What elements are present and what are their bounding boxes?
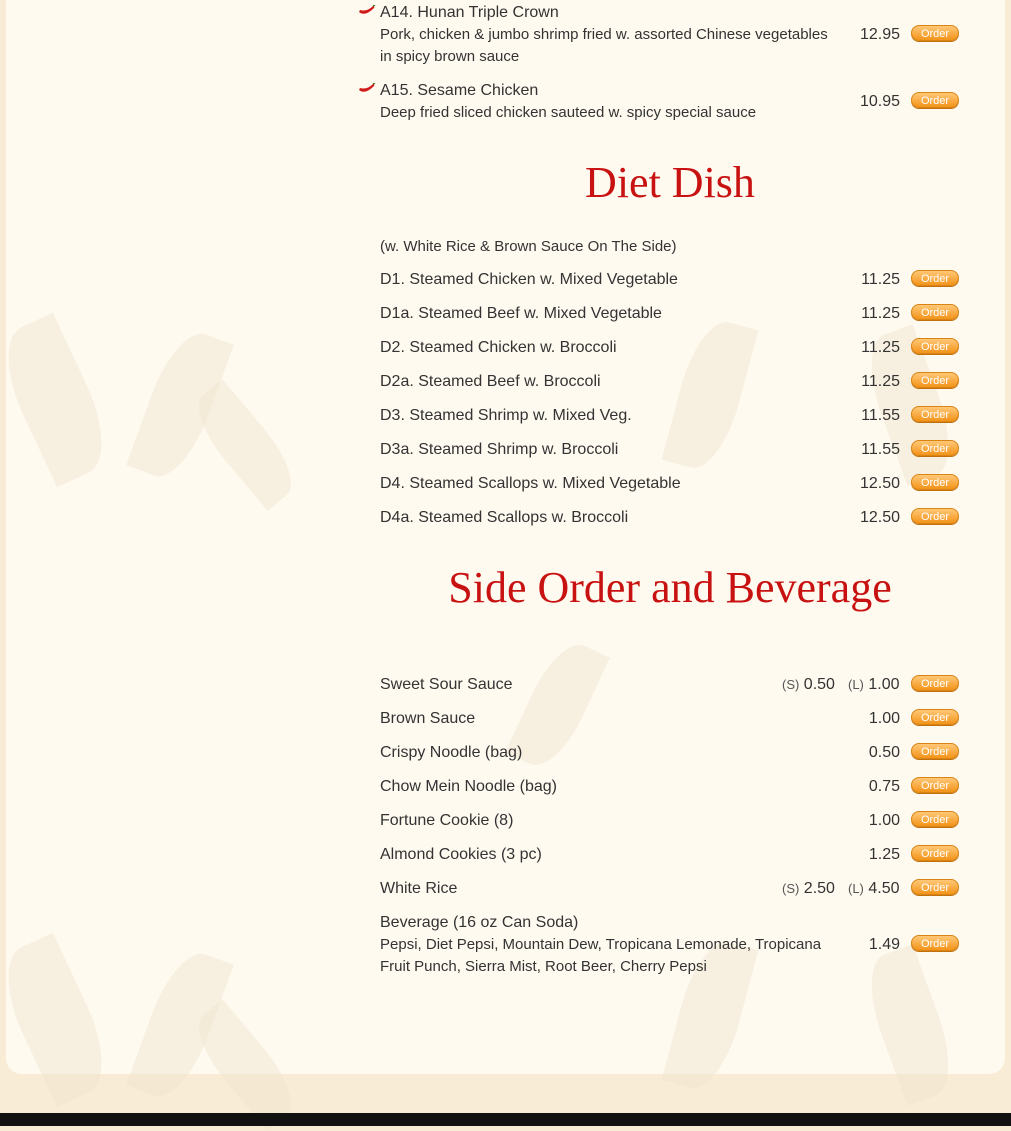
menu-item-name: D4. Steamed Scallops w. Mixed Vegetable: [380, 475, 681, 492]
menu-item-price: 1.00: [868, 812, 900, 829]
size-price: 1.00: [868, 676, 900, 693]
menu-item-name: D1. Steamed Chicken w. Mixed Vegetable: [380, 271, 678, 288]
order-button[interactable]: Order: [911, 406, 959, 422]
order-button[interactable]: Order: [911, 474, 959, 490]
order-button[interactable]: Order: [911, 92, 959, 108]
menu-item-description: Pepsi, Diet Pepsi, Mountain Dew, Tropicana Lemonade, Tropicana Fruit Punch, Sierra Mist, Root Beer, Cherry Pepsi: [380, 936, 822, 975]
size-price: 0.50: [803, 676, 835, 693]
menu-item-name: A15. Sesame Chicken: [380, 82, 539, 99]
menu-item-price: 11.25: [861, 271, 900, 288]
menu-item-name: Beverage (16 oz Can Soda): [380, 914, 579, 931]
menu-item-price: 1.00: [868, 710, 900, 727]
menu-item-price: 11.25: [861, 339, 900, 356]
menu-item-name: Chow Mein Noodle (bag): [380, 778, 557, 795]
menu-item-price: 10.95: [859, 93, 900, 110]
size-price-small: [782, 880, 835, 898]
menu-item-name: White Rice: [380, 880, 458, 897]
order-button[interactable]: Order: [911, 372, 959, 388]
menu-item-price: 12.95: [859, 26, 900, 43]
menu-item-name: Brown Sauce: [380, 710, 476, 727]
menu-item-price: 0.75: [868, 778, 900, 795]
menu-item-description: Deep fried sliced chicken sauteed w. spicy special sauce: [380, 104, 757, 121]
menu-item-price: 12.50: [859, 509, 900, 526]
menu-item-name: Almond Cookies (3 pc): [380, 846, 542, 863]
order-button[interactable]: Order: [911, 811, 959, 827]
menu-item-price: 11.25: [861, 305, 900, 322]
menu-item-description: Pork, chicken & jumbo shrimp fried w. assorted Chinese vegetables in spicy brown sauce: [380, 26, 828, 65]
menu-item-price: 1.49: [868, 936, 900, 953]
order-button[interactable]: Order: [911, 935, 959, 951]
size-price: 2.50: [803, 880, 835, 897]
menu-item-name: Crispy Noodle (bag): [380, 744, 523, 761]
menu-item-name: D4a. Steamed Scallops w. Broccoli: [380, 509, 629, 526]
menu-item-price: 0.50: [868, 744, 900, 761]
menu-item-name: D3. Steamed Shrimp w. Mixed Veg.: [380, 407, 632, 424]
order-button[interactable]: Order: [911, 709, 959, 725]
menu-item-price: 11.55: [861, 441, 900, 458]
menu-item-name: D1a. Steamed Beef w. Mixed Vegetable: [380, 305, 662, 322]
order-button[interactable]: Order: [911, 675, 959, 691]
size-price-large: [848, 676, 899, 694]
order-button[interactable]: Order: [911, 743, 959, 759]
menu-item-price: 11.55: [861, 407, 900, 424]
menu-item-name: A14. Hunan Triple Crown: [380, 4, 559, 21]
order-button[interactable]: Order: [911, 508, 959, 524]
order-button[interactable]: Order: [911, 879, 959, 895]
menu-item-name: D2. Steamed Chicken w. Broccoli: [380, 339, 617, 356]
order-button[interactable]: Order: [911, 338, 959, 354]
section-title-side-order: Side Order and Beverage: [448, 563, 892, 612]
order-button[interactable]: Order: [911, 304, 959, 320]
menu-item-name: D3a. Steamed Shrimp w. Broccoli: [380, 441, 619, 458]
size-tag: (L): [848, 677, 864, 692]
order-button[interactable]: Order: [911, 25, 959, 41]
size-tag: (S): [782, 881, 800, 896]
order-button[interactable]: Order: [911, 440, 959, 456]
section-title-diet-dish: Diet Dish: [585, 158, 755, 207]
order-button[interactable]: Order: [911, 845, 959, 861]
size-price-large: [848, 880, 899, 898]
size-tag: (S): [782, 677, 800, 692]
section-note: (w. White Rice & Brown Sauce On The Side): [380, 238, 677, 255]
menu-item-name: Sweet Sour Sauce: [380, 676, 513, 693]
chili-pepper-icon: [358, 5, 376, 17]
menu-item-price: 1.25: [868, 846, 900, 863]
order-button[interactable]: Order: [911, 270, 959, 286]
size-tag: (L): [848, 881, 864, 896]
menu-item-price: 11.25: [861, 373, 900, 390]
size-price-small: [782, 676, 835, 694]
order-button[interactable]: Order: [911, 777, 959, 793]
footer-bar: [0, 1113, 1011, 1126]
menu-item-price: 12.50: [859, 475, 900, 492]
size-price: 4.50: [868, 880, 900, 897]
menu-item-name: D2a. Steamed Beef w. Broccoli: [380, 373, 601, 390]
chili-pepper-icon: [358, 83, 376, 95]
menu-item-name: Fortune Cookie (8): [380, 812, 514, 829]
